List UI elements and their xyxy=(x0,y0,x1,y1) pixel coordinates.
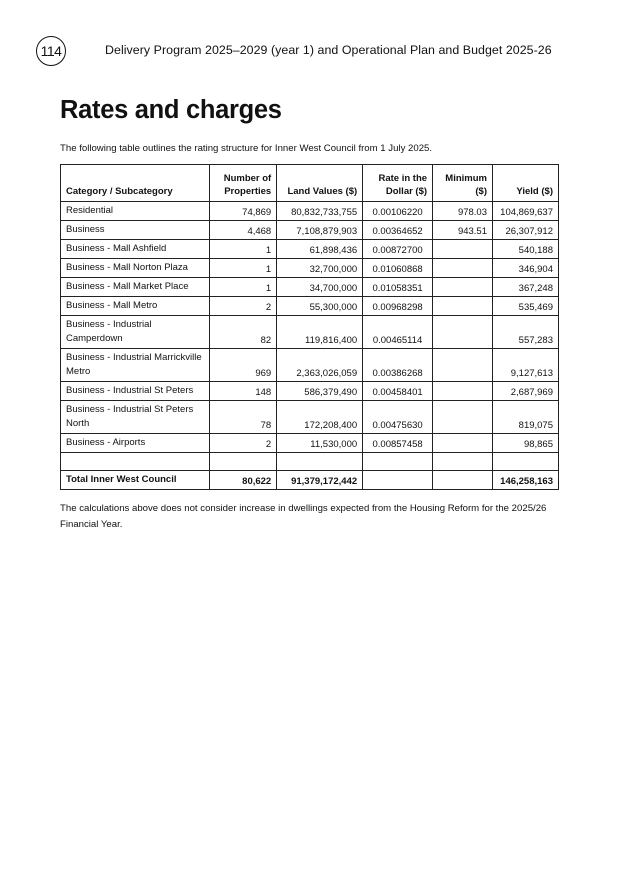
cell-rate: 0.01060868 xyxy=(363,259,433,278)
table-row xyxy=(61,202,559,221)
table-row xyxy=(61,349,559,382)
table-row xyxy=(61,434,559,453)
table-row xyxy=(61,278,559,297)
cell-category: Business - Mall Market Place xyxy=(61,278,210,297)
cell-minimum xyxy=(433,434,493,453)
cell-yield: 557,283 xyxy=(493,316,559,349)
intro-text: The following table outlines the rating structure for Inner West Council from 1 July 2025. xyxy=(60,143,433,154)
cell-category: Business - Airports xyxy=(61,434,210,453)
total-land-value: 91,379,172,442 xyxy=(277,471,363,490)
cell-land-value: 32,700,000 xyxy=(277,259,363,278)
cell-properties: 74,869 xyxy=(210,202,277,221)
cell-land-value: 61,898,436 xyxy=(277,240,363,259)
total-row xyxy=(61,471,559,490)
cell-properties: 969 xyxy=(210,349,277,382)
cell-land-value: 11,530,000 xyxy=(277,434,363,453)
page-header xyxy=(36,36,598,66)
table-header-row xyxy=(61,165,559,202)
cell-land-value: 119,816,400 xyxy=(277,316,363,349)
header-yield: Yield ($) xyxy=(493,165,559,202)
cell-category: Residential xyxy=(61,202,210,221)
table-row xyxy=(61,382,559,401)
total-rate xyxy=(363,471,433,490)
cell-yield: 819,075 xyxy=(493,401,559,434)
total-category: Total Inner West Council xyxy=(61,471,210,490)
rates-table xyxy=(60,164,559,490)
footnote-text: The calculations above does not consider increase in dwellings expected from the Housing Reform for the 2025/26 Financial Year. xyxy=(60,503,547,530)
cell-land-value: 2,363,026,059 xyxy=(277,349,363,382)
cell-yield: 346,904 xyxy=(493,259,559,278)
empty-cell xyxy=(210,453,277,471)
cell-rate: 0.01058351 xyxy=(363,278,433,297)
cell-properties: 2 xyxy=(210,297,277,316)
cell-minimum xyxy=(433,240,493,259)
empty-cell xyxy=(277,453,363,471)
header-minimum xyxy=(433,165,493,202)
cell-category: Business xyxy=(61,221,210,240)
cell-rate: 0.00475630 xyxy=(363,401,433,434)
cell-minimum: 978.03 xyxy=(433,202,493,221)
cell-minimum xyxy=(433,297,493,316)
cell-rate: 0.00465114 xyxy=(363,316,433,349)
table-row xyxy=(61,240,559,259)
cell-minimum xyxy=(433,278,493,297)
cell-category: Business - Mall Ashfield xyxy=(61,240,210,259)
cell-rate: 0.00968298 xyxy=(363,297,433,316)
cell-minimum xyxy=(433,316,493,349)
cell-minimum xyxy=(433,401,493,434)
table-row xyxy=(61,401,559,434)
cell-properties: 2 xyxy=(210,434,277,453)
empty-cell xyxy=(61,453,210,471)
total-minimum xyxy=(433,471,493,490)
table-row xyxy=(61,221,559,240)
cell-yield: 9,127,613 xyxy=(493,349,559,382)
page-number-badge: 114 xyxy=(36,36,66,66)
cell-yield: 2,687,969 xyxy=(493,382,559,401)
empty-cell xyxy=(433,453,493,471)
total-yield: 146,258,163 xyxy=(493,471,559,490)
cell-yield: 26,307,912 xyxy=(493,221,559,240)
cell-yield: 367,248 xyxy=(493,278,559,297)
cell-land-value: 80,832,733,755 xyxy=(277,202,363,221)
cell-land-value: 55,300,000 xyxy=(277,297,363,316)
cell-category: Business - Industrial Camperdown xyxy=(61,316,210,349)
cell-category: Business - Industrial St Peters xyxy=(61,382,210,401)
cell-yield: 98,865 xyxy=(493,434,559,453)
empty-row xyxy=(61,453,559,471)
document-title: Delivery Program 2025–2029 (year 1) and Operational Plan and Budget 2025-26 xyxy=(105,43,552,57)
cell-properties: 148 xyxy=(210,382,277,401)
section-heading: Rates and charges xyxy=(60,96,282,124)
header-properties-line2: Properties xyxy=(224,186,272,197)
cell-minimum xyxy=(433,382,493,401)
cell-category: Business - Mall Norton Plaza xyxy=(61,259,210,278)
cell-rate: 0.00106220 xyxy=(363,202,433,221)
total-properties: 80,622 xyxy=(210,471,277,490)
header-minimum-line1: Minimum xyxy=(445,173,487,184)
cell-yield: 535,469 xyxy=(493,297,559,316)
cell-category: Business - Industrial Marrickville Metro xyxy=(61,349,210,382)
cell-land-value: 7,108,879,903 xyxy=(277,221,363,240)
empty-cell xyxy=(363,453,433,471)
cell-category: Business - Industrial St Peters North xyxy=(61,401,210,434)
cell-land-value: 586,379,490 xyxy=(277,382,363,401)
header-minimum-line2: ($) xyxy=(475,186,487,197)
cell-rate: 0.00364652 xyxy=(363,221,433,240)
header-rate-line2: Dollar ($) xyxy=(385,186,428,197)
cell-properties: 78 xyxy=(210,401,277,434)
header-rate xyxy=(363,165,433,202)
table-row xyxy=(61,297,559,316)
empty-cell xyxy=(493,453,559,471)
table-row xyxy=(61,259,559,278)
cell-properties: 1 xyxy=(210,240,277,259)
header-rate-line1: Rate in the xyxy=(378,173,428,184)
cell-minimum xyxy=(433,259,493,278)
cell-rate: 0.00386268 xyxy=(363,349,433,382)
header-properties xyxy=(210,165,277,202)
cell-properties: 1 xyxy=(210,259,277,278)
table-row xyxy=(61,316,559,349)
cell-rate: 0.00857458 xyxy=(363,434,433,453)
header-category: Category / Subcategory xyxy=(61,165,210,202)
cell-minimum: 943.51 xyxy=(433,221,493,240)
cell-properties: 4,468 xyxy=(210,221,277,240)
cell-properties: 1 xyxy=(210,278,277,297)
header-land-values: Land Values ($) xyxy=(277,165,363,202)
cell-minimum xyxy=(433,349,493,382)
cell-category: Business - Mall Metro xyxy=(61,297,210,316)
cell-rate: 0.00872700 xyxy=(363,240,433,259)
cell-land-value: 34,700,000 xyxy=(277,278,363,297)
cell-yield: 540,188 xyxy=(493,240,559,259)
cell-yield: 104,869,637 xyxy=(493,202,559,221)
cell-land-value: 172,208,400 xyxy=(277,401,363,434)
cell-rate: 0.00458401 xyxy=(363,382,433,401)
header-properties-line1: Number of xyxy=(223,173,272,184)
cell-properties: 82 xyxy=(210,316,277,349)
